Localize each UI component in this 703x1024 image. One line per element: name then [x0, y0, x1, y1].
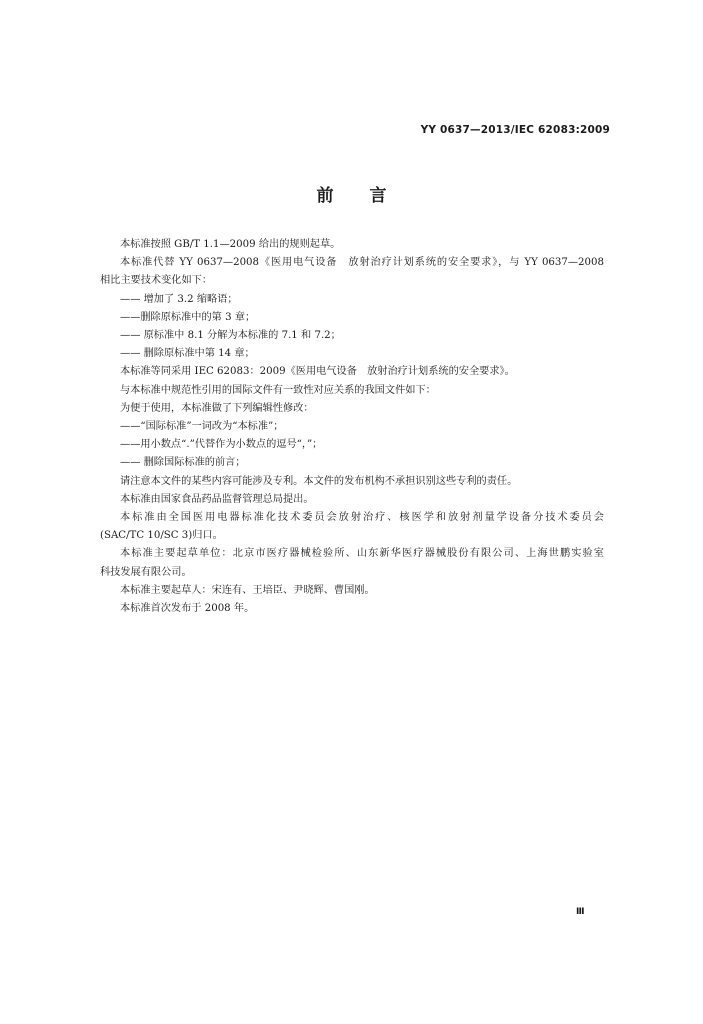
paragraph-editorial: 为便于使用，本标准做了下列编辑性修改： [120, 402, 314, 414]
paragraph-drafting-units: 本标准主要起草单位：北京市医疗器械检验所、山东新华医疗器械股份有限公司、上海世鹏实验室 [120, 548, 604, 560]
paragraph-references: 与本标准中规范性引用的国际文件有一致性对应关系的我国文件如下： [120, 384, 436, 396]
paragraph-committee-cont: (SAC/TC 10/SC 3)归口。 [100, 530, 223, 542]
standard-number: YY 0637—2013/IEC 62083:2009 [420, 124, 610, 136]
page-number: Ⅲ [576, 907, 585, 917]
list-item: —— 原标准中 8.1 分解为本标准的 7.1 和 7.2； [120, 330, 341, 342]
list-item: —— 删除国际标准的前言； [120, 457, 246, 469]
paragraph-proposer: 本标准由国家食品药品监督管理总局提出。 [120, 493, 314, 505]
list-item: —— 增加了 3.2 缩略语； [120, 293, 238, 305]
paragraph-committee: 本标准由全国医用电器标准化技术委员会放射治疗、核医学和放射剂量学设备分技术委员会 [120, 512, 604, 524]
list-item: —— 删除原标准中第 14 章； [120, 348, 255, 360]
paragraph-adoption: 本标准等同采用 IEC 62083：2009《医用电气设备 放射治疗计划系统的安全要求》。 [120, 366, 515, 378]
list-item: ——用小数点“.”代替作为小数点的逗号“，”； [120, 439, 323, 451]
paragraph-drafters: 本标准主要起草人：宋连有、王培臣、尹晓辉、曹国刚。 [120, 584, 375, 596]
paragraph-replaces: 本标准代替 YY 0637—2008《医用电气设备 放射治疗计划系统的安全要求》，与 YY 0637—2008 [120, 257, 604, 269]
paragraph-first-issue: 本标准首次发布于 2008 年。 [120, 603, 255, 615]
page-title: 前言 [316, 186, 423, 206]
list-item: ——删除原标准中的第 3 章； [120, 311, 256, 323]
list-item: ——“国际标准”一词改为“本标准”； [120, 421, 284, 433]
paragraph-drafting-units-cont: 科技发展有限公司。 [100, 566, 192, 578]
paragraph-replaces-cont: 相比主要技术变化如下： [100, 275, 213, 287]
paragraph-patent: 请注意本文件的某些内容可能涉及专利。本文件的发布机构不承担识别这些专利的责任。 [120, 475, 518, 487]
document-body [100, 236, 604, 618]
paragraph-drafting-rules: 本标准按照 GB/T 1.1—2009 给出的规则起草。 [120, 239, 341, 250]
